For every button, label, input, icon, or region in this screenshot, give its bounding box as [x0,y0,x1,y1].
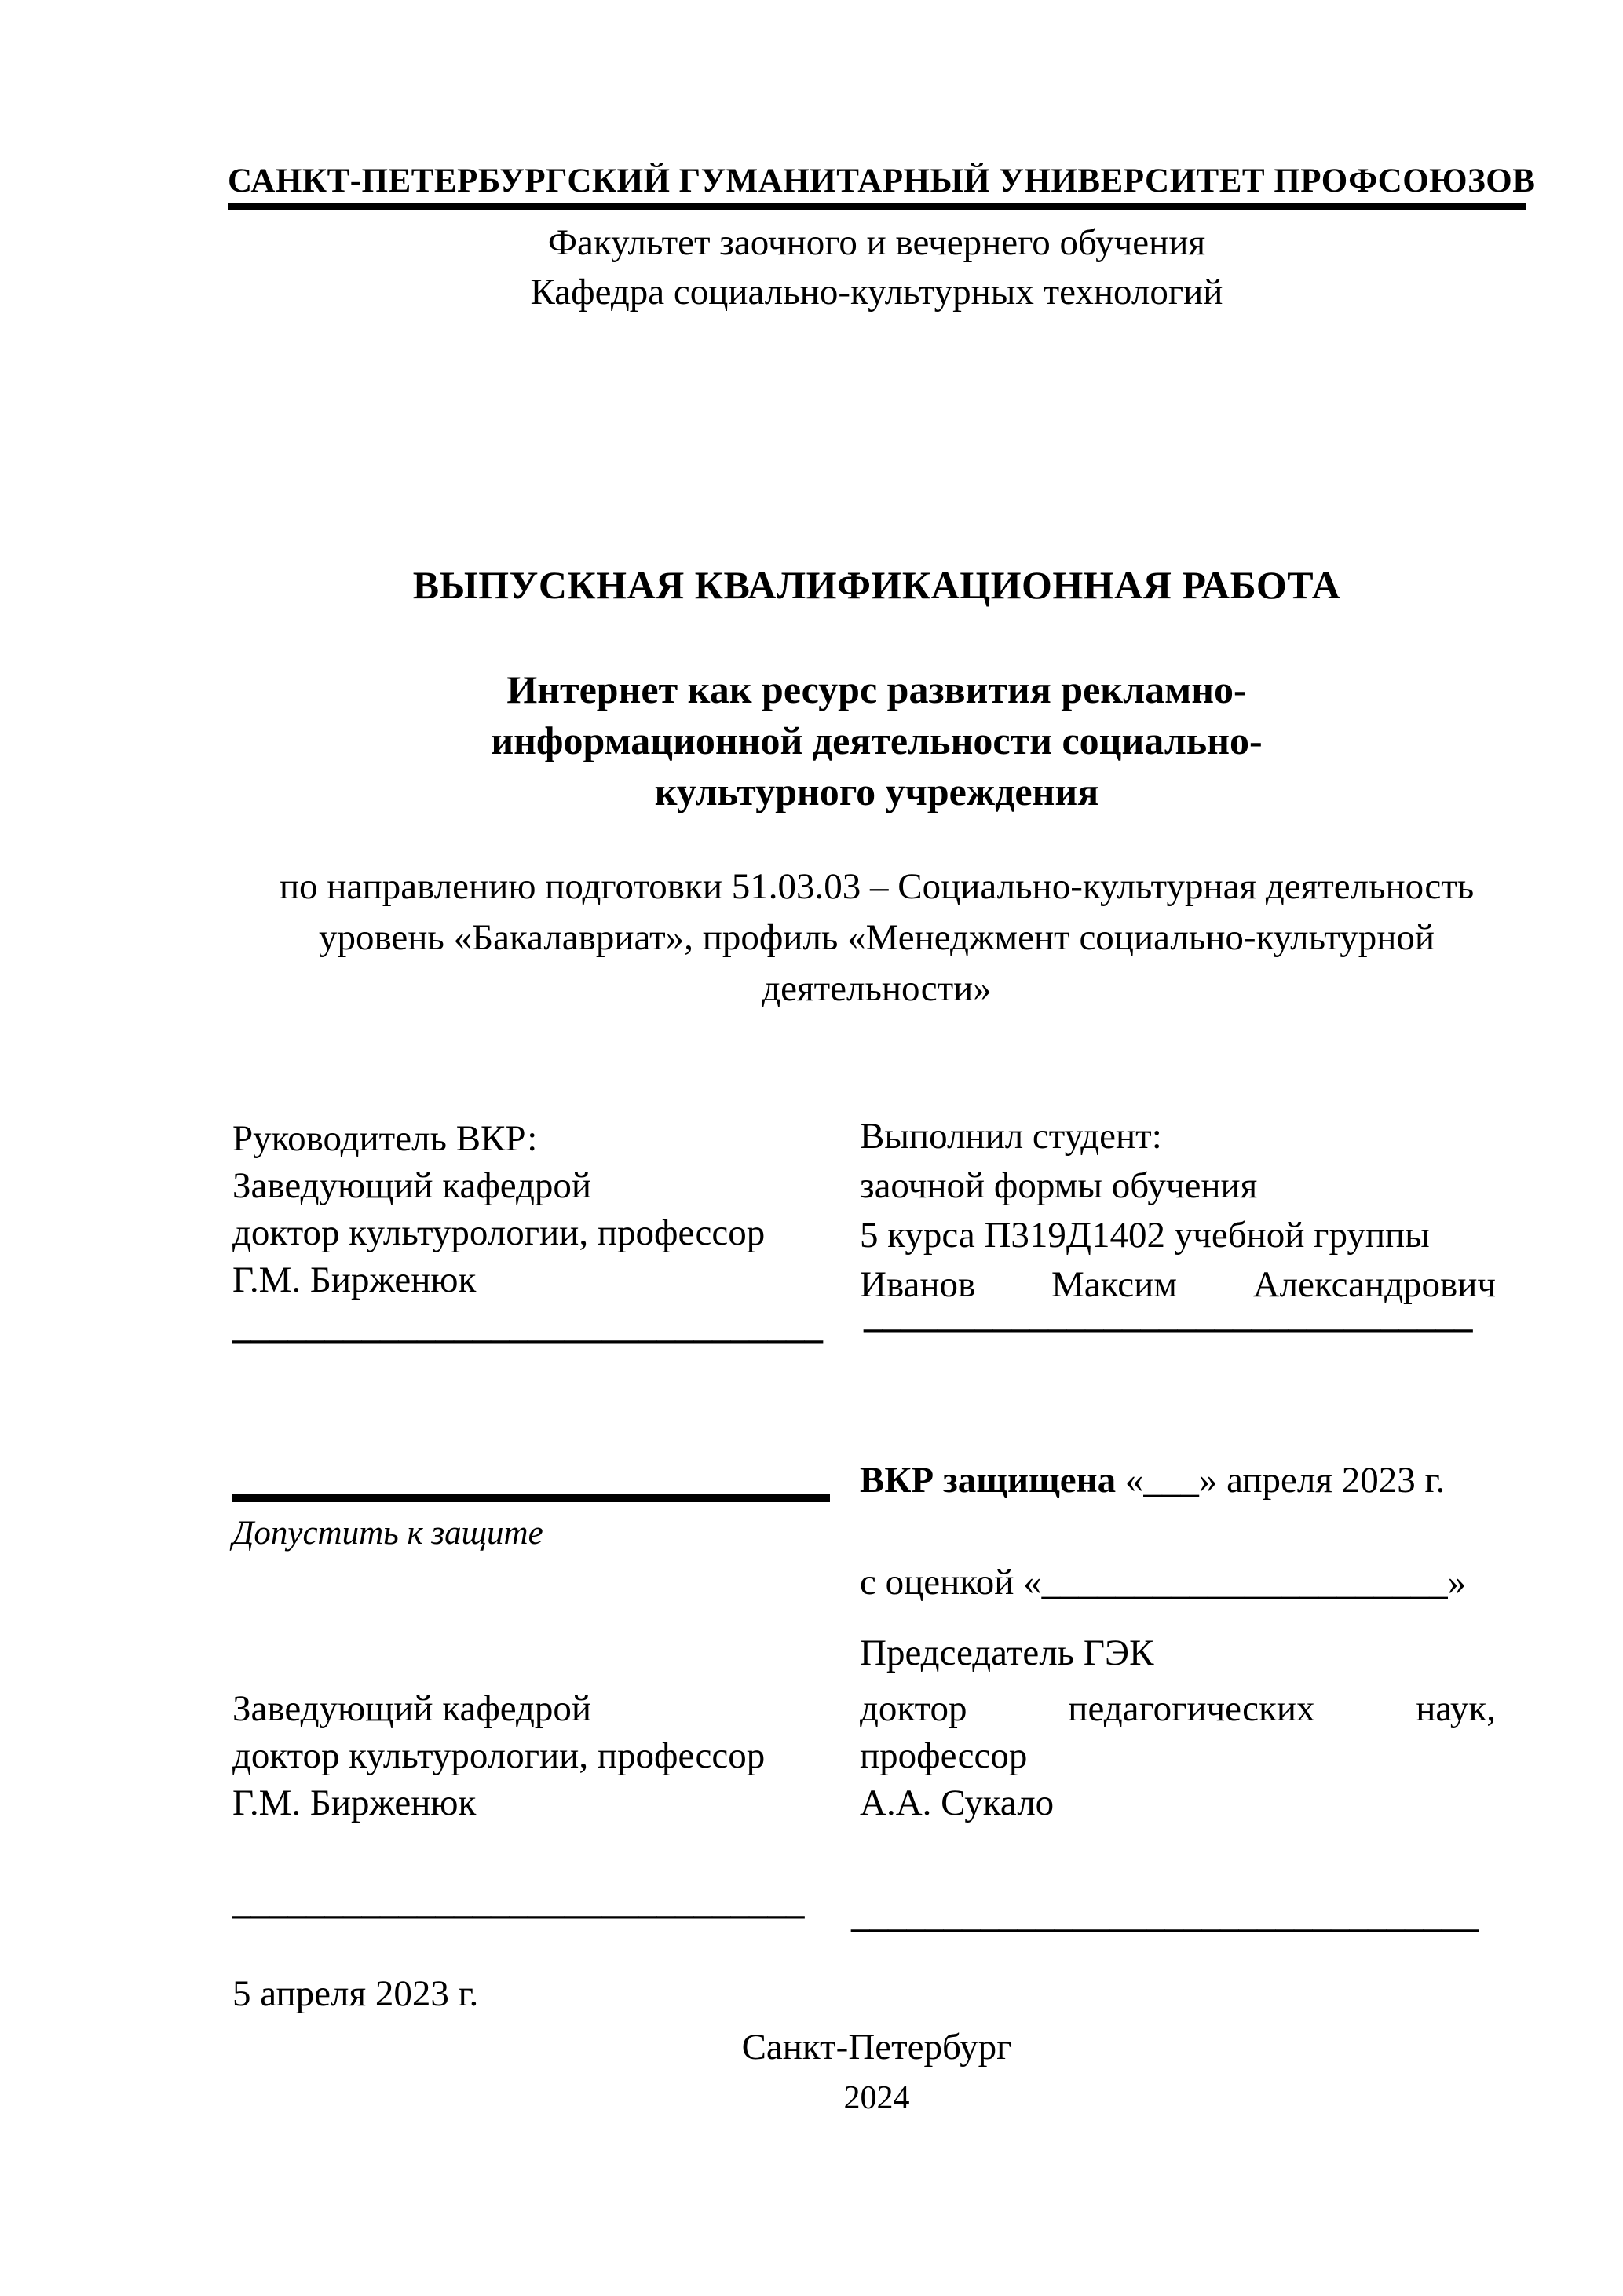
chairman-degree-word-3: наук, [1416,1688,1496,1729]
supervisor-label: Руководитель ВКР: [232,1118,538,1159]
head-name: Г.М. Бирженюк [232,1782,477,1823]
supervisor-position-1: Заведующий кафедрой [232,1165,592,1206]
work-type-heading: ВЫПУСКНАЯ КВАЛИФИКАЦИОННАЯ РАБОТА [412,563,1341,607]
direction-line-1: по направлению подготовки 51.03.03 – Социально-культурная деятельность [279,866,1475,907]
supervisor-block [232,1115,837,1303]
thesis-title-line-1: Интернет как ресурс развития рекламно- [506,667,1247,711]
chairman-label: Председатель ГЭК [860,1632,1154,1673]
thesis-title-line-3: культурного учреждения [654,770,1099,813]
grade-line: с оценкой «______________________» [860,1562,1467,1603]
head-position-2: доктор культурологии, профессор [232,1735,766,1776]
chairman-position: профессор [860,1735,1028,1776]
supervisor-name: Г.М. Бирженюк [232,1260,477,1300]
year-line: 2024 [843,2080,910,2116]
date-line: 5 апреля 2023 г. [232,1973,479,2014]
thesis-title [228,664,1526,817]
defense-label: ВКР защищена [860,1460,1117,1501]
head-signature-line: _______________________________ [232,1881,805,1922]
city-line: Санкт-Петербург [741,2027,1012,2067]
direction-line-2: уровень «Бакалавриат», профиль «Менеджмент социально-культурной [318,917,1435,958]
direction-block [228,861,1526,1015]
thesis-title-line-2: информационной деятельности социально- [491,718,1263,762]
chairman-degree-word-2: педагогических [1068,1688,1315,1729]
supervisor-position-2: доктор культурологии, профессор [232,1212,766,1253]
student-signature-line: _________________________________ [864,1295,1473,1336]
defense-line [860,1459,1507,1501]
head-block [232,1685,837,1826]
university-name: САНКТ-ПЕТЕРБУРГСКИЙ ГУМАНИТАРНЫЙ УНИВЕРСИТЕТ ПРОФСОЮЗОВ [228,163,1536,199]
direction-line-3: деятельности» [762,968,992,1009]
supervisor-signature-line: ________________________________ [232,1306,823,1347]
student-firstname: Максим [1051,1264,1178,1305]
head-position-1: Заведующий кафедрой [232,1688,592,1729]
student-study-form: заочной формы обучения [860,1165,1258,1206]
chairman-degree [860,1685,1496,1732]
faculty-line: Факультет заочного и вечернего обучения [547,222,1206,263]
department-line: Кафедра социально-культурных технологий [530,272,1223,313]
student-block [860,1112,1496,1310]
chairman-degree-word-1: доктор [860,1688,967,1729]
chairman-signature-line: __________________________________ [851,1895,1479,1936]
chairman-block [860,1685,1496,1826]
student-group: 5 курса П319Д1402 учебной группы [860,1215,1430,1256]
defense-date: «___» апреля 2023 г. [1116,1460,1446,1501]
header-rule [228,203,1526,210]
student-patronymic: Александрович [1252,1264,1496,1305]
student-label: Выполнил студент: [860,1116,1162,1157]
student-surname: Иванов [860,1264,976,1305]
chairman-name: А.А. Сукало [860,1782,1055,1823]
university-header [228,162,1536,200]
admit-rule [232,1494,830,1502]
admit-note: Допустить к защите [232,1515,543,1552]
